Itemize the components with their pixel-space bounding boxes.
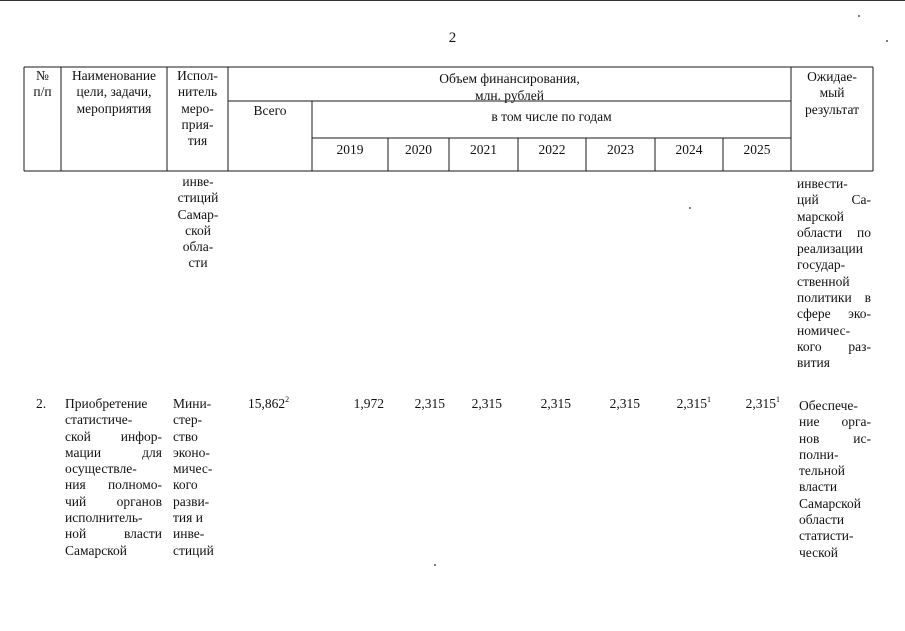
header-year-2022: 2022 [538,142,566,157]
header-year-2023: 2023 [607,142,634,157]
scan-speck [689,207,691,209]
continued-executor: инве- стиций Самар- ской обла- сти [177,174,219,271]
row2-value-2022: 2,315 [540,396,571,411]
header-year-2019: 2019 [336,142,364,157]
row2-value-2020: 2,315 [414,396,445,411]
row2-footnote-2025: 1 [776,395,780,404]
scan-speck [434,564,436,566]
header-number: № п/п [33,68,52,100]
continued-result: инвести- ций Са- марской области по реализации государ- ственной политики в сфере эко- номичес- кого раз- вития [797,176,871,371]
row2-executor: Мини- стер- ство эконо- мичес- кого разви- тия и инве- стиций [173,396,214,558]
row2-result: Обеспече- ние орга- нов ис- полни- тельной власти Самарской области статисти- ческой [799,398,871,560]
page-top-edge [0,0,905,1]
header-funding-title: Объем финансирования, млн. рублей [439,71,580,103]
header-total: Всего [253,103,287,118]
row2-total-footnote: 2 [285,395,290,404]
header-year-2025: 2025 [743,142,771,157]
row2-value-2019: 1,972 [353,396,384,411]
header-by-years: в том числе по годам [491,109,612,124]
row2-value-2023: 2,315 [609,396,640,411]
header-year-2021: 2021 [470,142,497,157]
row2-number: 2. [35,396,47,411]
row2-value-2021: 2,315 [471,396,502,411]
row2-total-value: 15,862 [248,396,286,411]
row2-name: Приобретение статистиче- ской инфор- мации для осуществле- ния полномо- чий органов исполнитель- ной власти Самарской [65,396,162,558]
row2-value-2025: 2,315$^1$ [745,395,780,411]
page-number: 2 [448,30,457,46]
header-result: Ожидае- мый результат [804,69,860,117]
header-name: Наименование цели, задачи, мероприятия [71,68,157,116]
row2-footnote-2024: 1 [707,395,711,404]
header-executor: Испол- нитель меро- прия- тия [177,68,218,149]
row2-value-2024: 2,315$^1$ [676,395,711,411]
scan-speck [886,40,888,42]
row2-total [248,396,310,412]
scan-speck [858,15,860,17]
header-year-2024: 2024 [675,142,703,157]
header-year-2020: 2020 [405,142,432,157]
